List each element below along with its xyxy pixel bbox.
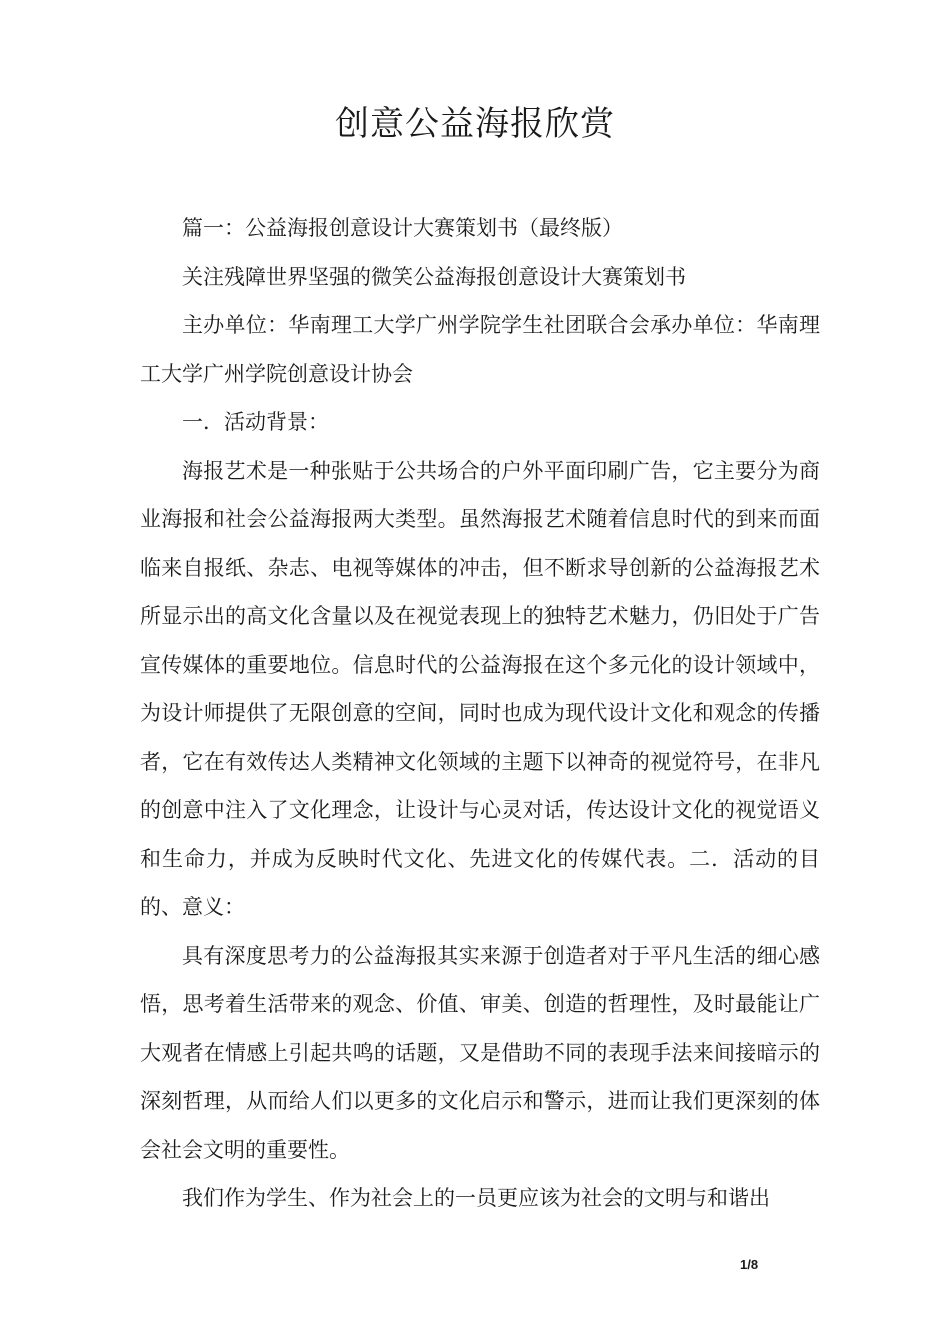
document-body xyxy=(140,204,820,1223)
paragraph-purpose-text: 具有深度思考力的公益海报其实来源于创造者对于平凡生活的细心感悟，思考着生活带来的观念、价值、审美、创造的哲理性，及时最能让广大观者在情感上引起共鸣的话题，又是借助不同的表现手法来间接暗示的深刻哲理，从而给人们以更多的文化启示和警示，进而让我们更深刻的体会社会文明的重要性。 xyxy=(140,943,820,1162)
document-title: 创意公益海报欣赏 xyxy=(335,104,615,144)
paragraph-section-background: 一．活动背景： xyxy=(182,410,329,434)
paragraph-chapter-heading: 篇一：公益海报创意设计大赛策划书（最终版） xyxy=(182,216,623,240)
paragraph-student-role: 我们作为学生、作为社会上的一员更应该为社会的文明与和谐出 xyxy=(182,1186,770,1210)
paragraph-organizers: 主办单位：华南理工大学广州学院学生社团联合会承办单位：华南理工大学广州学院创意设计协会 xyxy=(140,313,820,386)
paragraph-plan-title: 关注残障世界坚强的微笑公益海报创意设计大赛策划书 xyxy=(182,264,686,289)
paragraph-background-text: 海报艺术是一种张贴于公共场合的户外平面印刷广告，它主要分为商业海报和社会公益海报两大类型。虽然海报艺术随着信息时代的到来而面临来自报纸、杂志、电视等媒体的冲击，但不断求导创新的公益海报艺术所显示出的高文化含量以及在视觉表现上的独特艺术魅力，仍旧处于广告宣传媒体的重要地位。信息时代的公益海报在这个多元化的设计领域中，为设计师提供了无限创意的空间，同时也成为现代设计文化和观念的传播者，它在有效传达人类精神文化领域的主题下以神奇的视觉符号，在非凡的创意中注入了文化理念，让设计与心灵对话，传达设计文化的视觉语义和生命力，并成为反映时代文化、先进文化的传媒代表。二．活动的目的、意义： xyxy=(140,458,820,919)
page-number: 1/8 xyxy=(740,1257,759,1272)
